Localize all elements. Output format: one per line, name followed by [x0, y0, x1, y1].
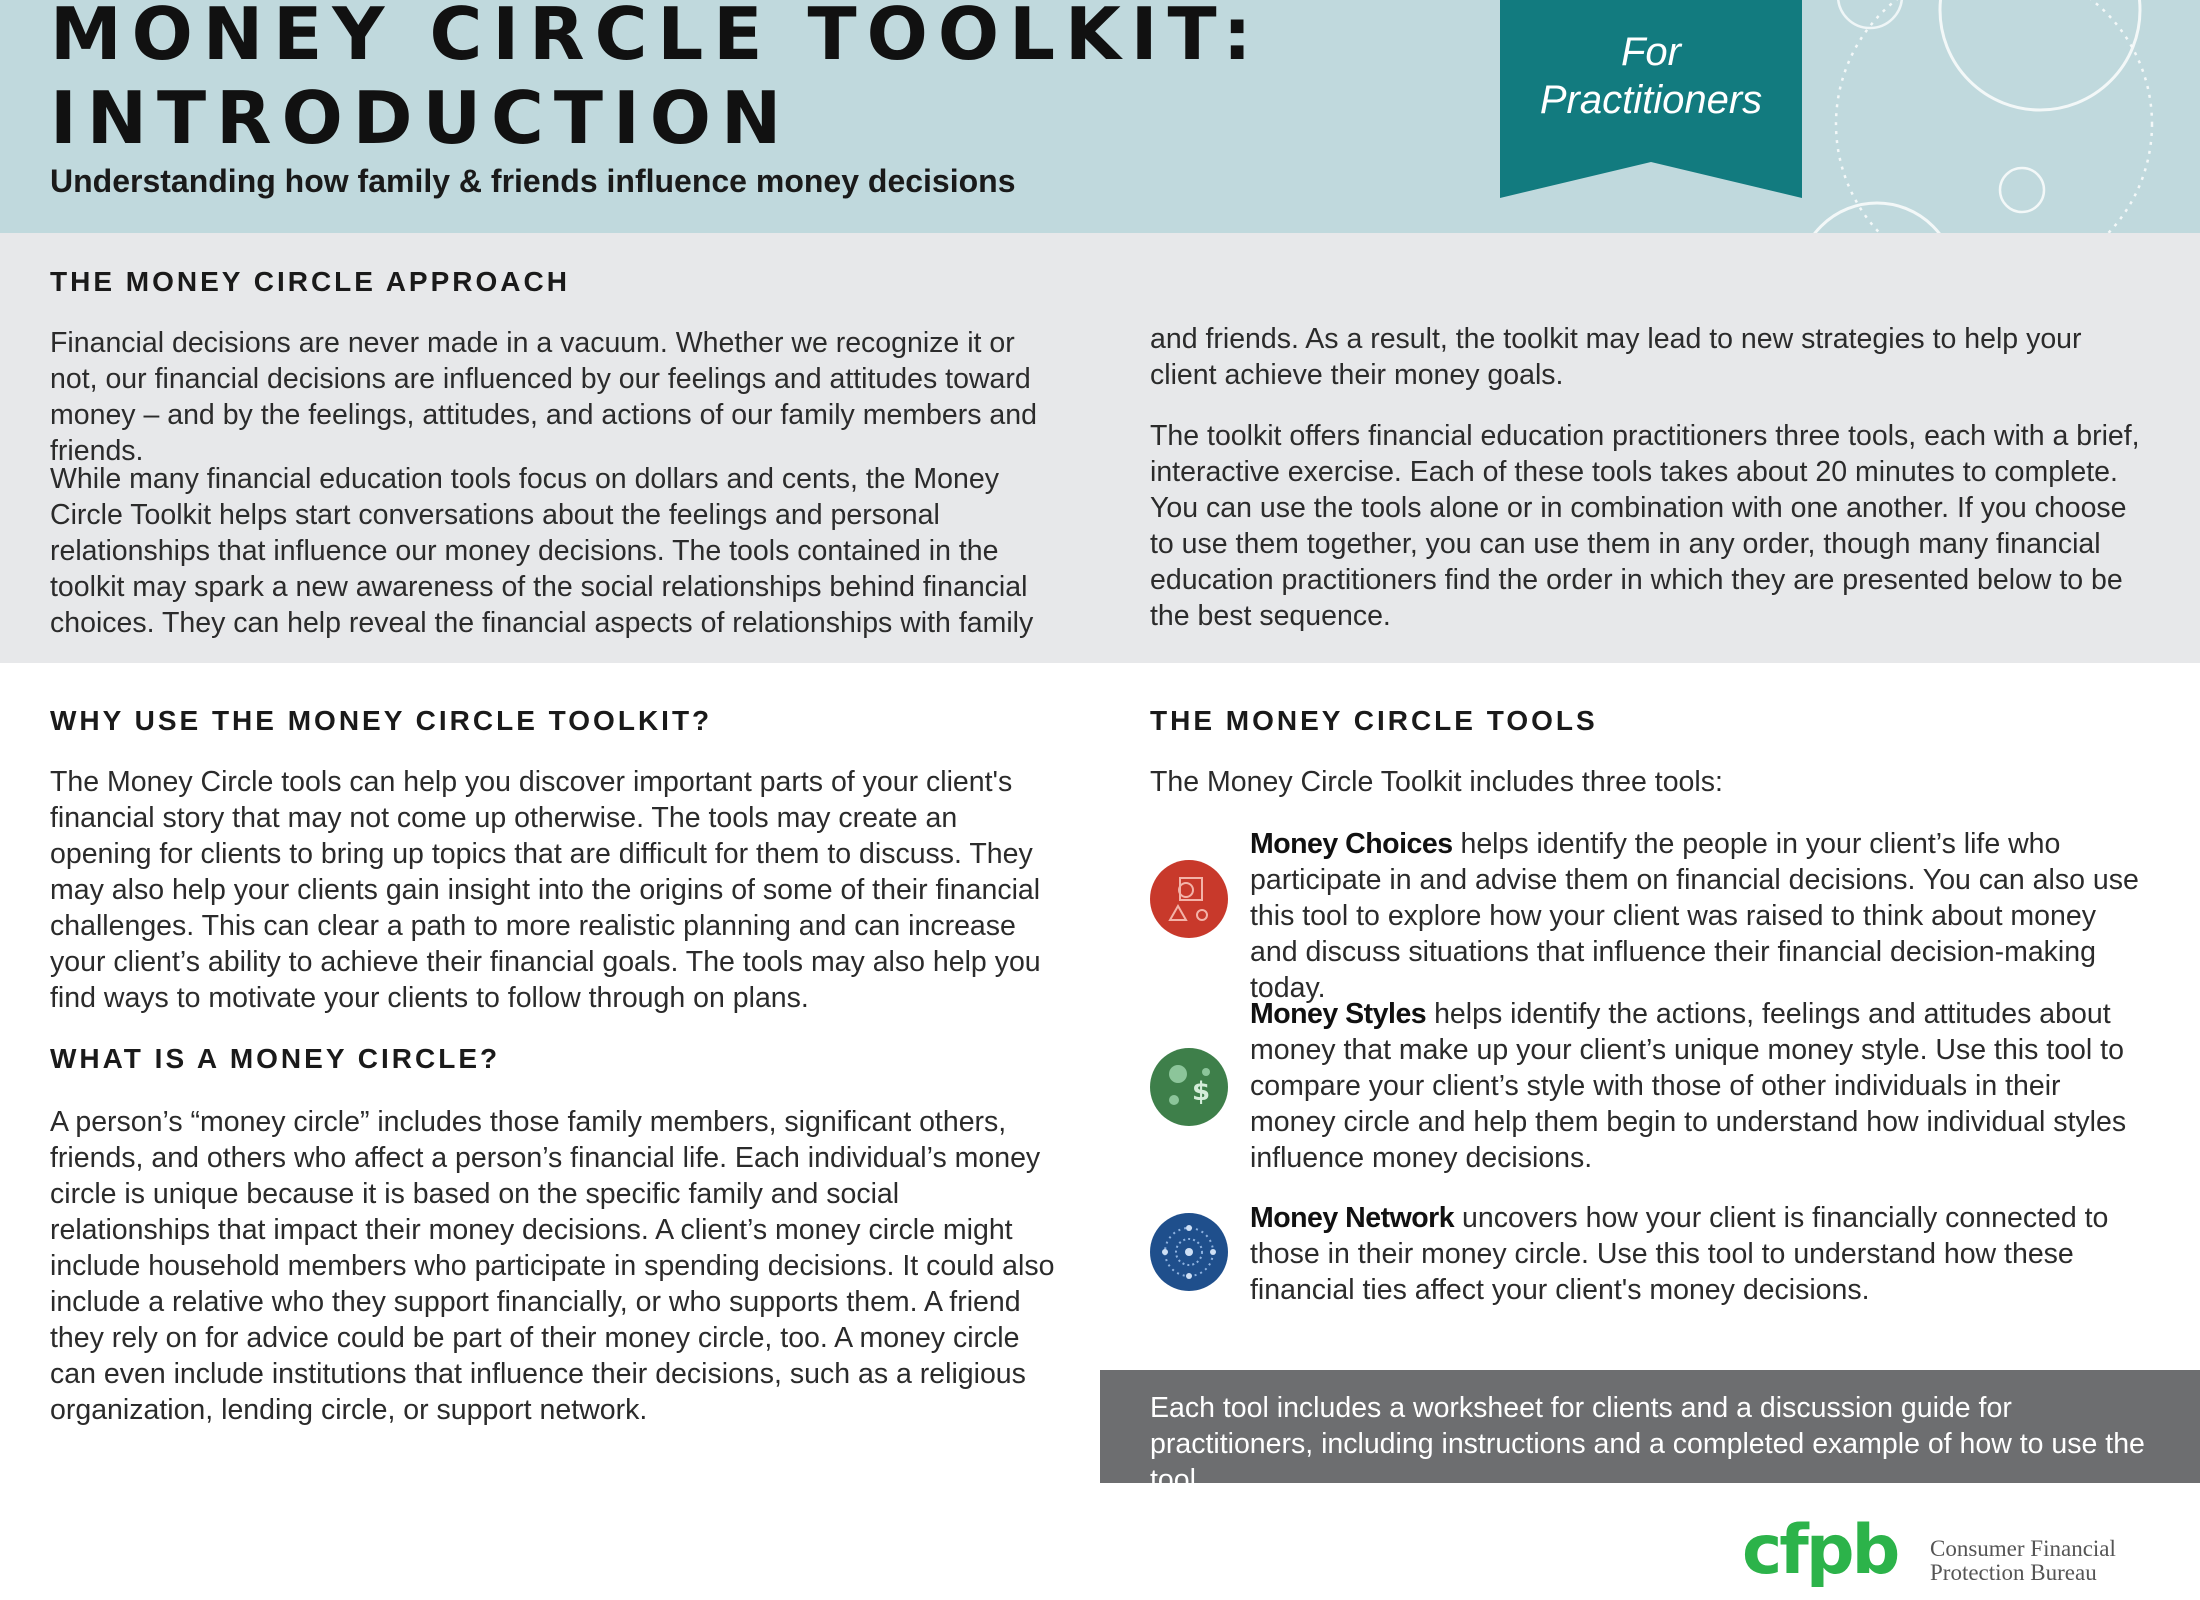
tools-note-box: [1100, 1370, 2200, 1496]
money-network-icon: [1150, 1213, 1228, 1291]
cfpb-logo-text: [1930, 1537, 2116, 1585]
approach-paragraph-4: The toolkit offers financial education practitioners three tools, each with a brief, interactive exercise. Each of these tools takes about 20 minutes to complete. You can use the tools alone or in combination with one another. If you choose to use them together, you can use them in any order, though many financial education practitioners find the order in which they are presented below to be the best sequence.: [1150, 420, 2140, 632]
tool-name: Money Choices: [1250, 828, 1453, 860]
title-line-2: INTRODUCTION: [50, 76, 792, 160]
tool-body: uncovers how your client is financially connected to those in their money circle. Use this tool to understand how these financial ties affect your client's money decisions.: [1250, 1202, 2109, 1306]
tool-name: Money Styles: [1250, 998, 1427, 1030]
page-subtitle: Understanding how family & friends influence money decisions: [50, 163, 1016, 199]
logo-line-2: Protection Bureau: [1930, 1560, 2097, 1585]
approach-paragraph-2: While many financial education tools focus on dollars and cents, the Money Circle Toolkit helps start conversations about the feelings and personal relationships that influence our money decisions. The tools contained in the toolkit may spark a new awareness of the social relationships behind financial choices. They can help reveal the financial aspects of relationships with family: [50, 463, 1034, 639]
tool-description: [1250, 996, 2150, 1176]
decorative-circles: [1780, 0, 2200, 233]
ribbon-label: [1500, 28, 1802, 124]
logo-line-1: Consumer Financial: [1930, 1536, 2116, 1561]
cfpb-logo: [1742, 1515, 2162, 1595]
svg-text:$: $: [1192, 1077, 1211, 1107]
money-choices-icon: [1150, 860, 1228, 938]
what-paragraph: A person’s “money circle” includes those family members, significant others, friends, and others who affect a person’s financial life. Each individual’s money circle is unique because it is based on the specific family and social relationships that impact their money decisions. A client’s money circle might include household members who participate in spending decisions. It could also include a relative who they support financially, or who supports them. A friend they rely on for advice could be part of their money circle, too. A money circle can even include institutions that influence their decisions, such as a religious organization, lending circle, or support network.: [50, 1106, 1055, 1426]
page-title: [50, 0, 1262, 160]
approach-paragraph-1: Financial decisions are never made in a vacuum. Whether we recognize it or not, our financial decisions are influenced by our feelings and attitudes toward money – and by the feelings, attitudes, and actions of our family members and friends.: [50, 327, 1037, 467]
approach-paragraph-3: and friends. As a result, the toolkit may lead to new strategies to help your client achieve their money goals.: [1150, 323, 2082, 391]
tool-name: Money Network: [1250, 1202, 1455, 1234]
tool-description: [1250, 1200, 2150, 1308]
tool-body: helps identify the actions, feelings and attitudes about money that make up your client’s unique money style. Use this tool to compare your client’s style with those of other individuals in their money circle and help them begin to understand how individual styles influence money decisions.: [1250, 998, 2127, 1174]
tools-heading: THE MONEY CIRCLE TOOLS: [1150, 705, 1598, 736]
money-styles-icon: [1150, 1048, 1228, 1126]
cfpb-logo-letters: cfpb: [1742, 1515, 1898, 1590]
approach-heading: THE MONEY CIRCLE APPROACH: [50, 266, 570, 297]
cfpb-logo-mark: [1742, 1515, 1920, 1595]
tools-intro: The Money Circle Toolkit includes three tools:: [1150, 766, 1723, 798]
tool-description: [1250, 826, 2150, 1006]
tool-body: helps identify the people in your client’s life who participate in and advise them on financial decisions. You can also use this tool to explore how your client was raised to think about money and discuss situations that influence their financial decision-making today.: [1250, 828, 2139, 1004]
page-header: [0, 0, 2200, 233]
ribbon-line-1: For: [1621, 30, 1681, 74]
title-line-1: MONEY CIRCLE TOOLKIT:: [50, 0, 1262, 76]
tools-note: Each tool includes a worksheet for clients and a discussion guide for practitioners, including instructions and a completed example of how to use the tool.: [1150, 1392, 2145, 1496]
why-paragraph: The Money Circle tools can help you discover important parts of your client's financial story that may not come up otherwise. The tools may create an opening for clients to bring up topics that are difficult for them to discuss. They may also help your clients gain insight into the origins of some of their financial challenges. This can clear a path to more realistic planning and can increase your client’s ability to achieve their financial goals. The tools may also help you find ways to motivate your clients to follow through on plans.: [50, 766, 1041, 1014]
ribbon-line-2: Practitioners: [1539, 78, 1763, 122]
why-heading: WHY USE THE MONEY CIRCLE TOOLKIT?: [50, 705, 713, 736]
what-heading: WHAT IS A MONEY CIRCLE?: [50, 1043, 501, 1074]
